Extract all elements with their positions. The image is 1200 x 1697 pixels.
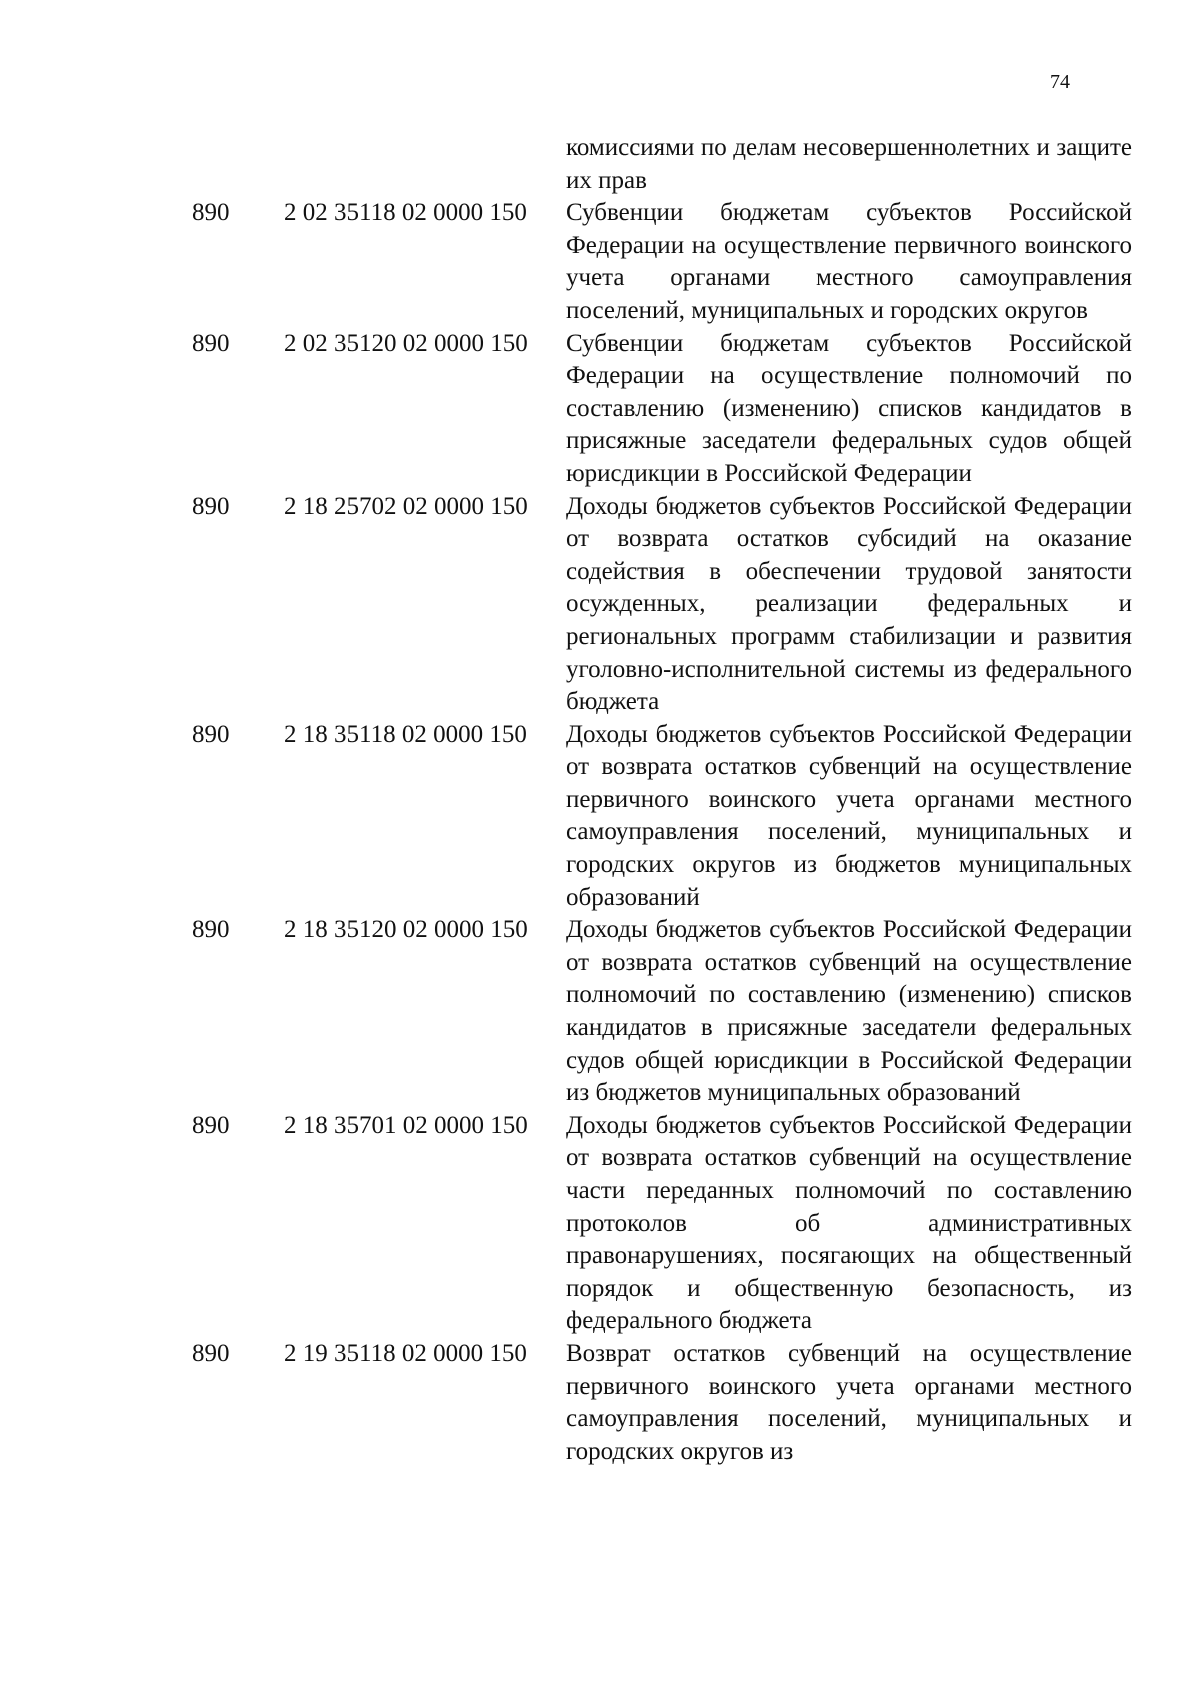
budget-code-cell: 2 18 35701 02 0000 150 <box>284 1111 528 1139</box>
admin-code-cell: 890 <box>192 329 230 357</box>
table-row <box>192 197 1152 327</box>
description-cell: Доходы бюджетов субъектов Российской Федерации от возврата остатков субвенций на осуществление полномочий по составлению (изменению) списков кандидатов в присяжные заседатели федеральных судов общей юрисдикции в Российской Федерации из бюджетов муниципальных образований <box>566 916 1132 1107</box>
admin-code-cell: 890 <box>192 720 230 748</box>
table-row <box>192 328 1152 491</box>
budget-code-cell: 2 02 35120 02 0000 150 <box>284 329 528 357</box>
admin-code-cell: 890 <box>192 492 230 520</box>
admin-code-cell: 890 <box>192 1111 230 1139</box>
table-row <box>192 1110 1152 1338</box>
table-row <box>192 132 1152 197</box>
description-cell: Доходы бюджетов субъектов Российской Федерации от возврата остатков субвенций на осуществление первичного воинского учета органами местного самоуправления поселений, муниципальных и городских округов из бюджетов муниципальных образований <box>566 720 1132 911</box>
admin-code-cell: 890 <box>192 916 230 944</box>
table-row <box>192 1338 1152 1468</box>
description-cell: Субвенции бюджетам субъектов Российской Федерации на осуществление первичного воинского учета органами местного самоуправления поселений, муниципальных и городских округов <box>566 199 1132 324</box>
description-cell: Доходы бюджетов субъектов Российской Федерации от возврата остатков субвенций на осуществление части переданных полномочий по составлению протоколов об административных правонарушениях, посягающих на общественный порядок и общественную безопасность, из федерального бюджета <box>566 1111 1132 1335</box>
budget-code-cell: 2 19 35118 02 0000 150 <box>284 1339 527 1367</box>
description-cell: Возврат остатков субвенций на осуществление первичного воинского учета органами местного самоуправления поселений, муниципальных и городских округов из <box>566 1339 1132 1465</box>
budget-code-cell: 2 18 35118 02 0000 150 <box>284 720 527 748</box>
admin-code-cell: 890 <box>192 1339 230 1367</box>
description-cell: Субвенции бюджетам субъектов Российской Федерации на осуществление полномочий по составлению (изменению) списков кандидатов в присяжные заседатели федеральных судов общей юрисдикции в Российской Федерации <box>566 329 1132 487</box>
page-number: 74 <box>1050 71 1070 93</box>
budget-code-cell: 2 18 25702 02 0000 150 <box>284 492 528 520</box>
table-row <box>192 914 1152 1110</box>
table-row <box>192 491 1152 719</box>
description-cell: комиссиями по делам несовершеннолетних и защите их прав <box>566 134 1132 194</box>
budget-code-cell: 2 18 35120 02 0000 150 <box>284 916 528 944</box>
budget-code-cell: 2 02 35118 02 0000 150 <box>284 199 527 227</box>
description-cell: Доходы бюджетов субъектов Российской Федерации от возврата остатков субсидий на оказание содействия в обеспечении трудовой занятости осужденных, реализации федеральных и региональных программ стабилизации и развития уголовно-исполнительной системы из федерального бюджета <box>566 492 1132 716</box>
table-row <box>192 719 1152 915</box>
budget-classification-table <box>192 132 1152 1468</box>
admin-code-cell: 890 <box>192 199 230 227</box>
